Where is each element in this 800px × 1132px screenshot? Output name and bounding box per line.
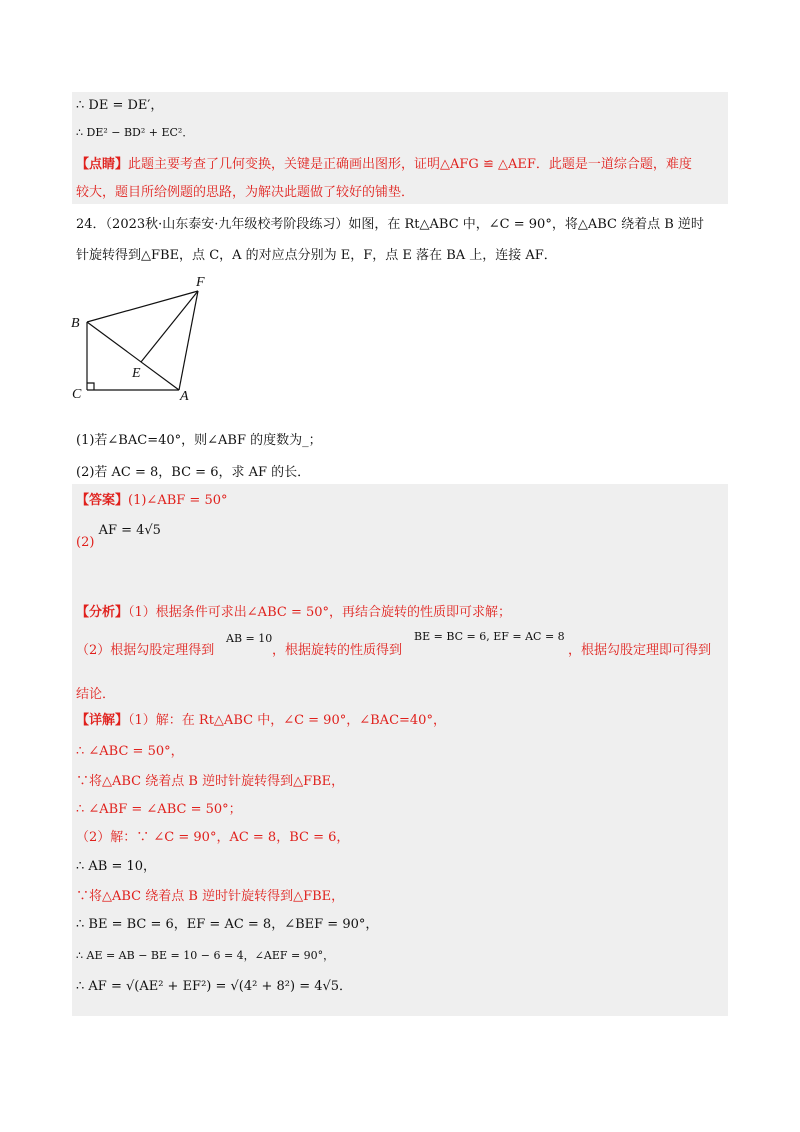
answer-tag: 【答案】 [76, 493, 129, 508]
analysis-2d: BE = BC = 6, EF = AC = 8 [414, 630, 565, 643]
segment-fe [141, 291, 198, 362]
right-angle-mark [87, 383, 94, 390]
question-2: (2)若 AC = 8，BC = 6，求 AF 的长． [76, 465, 311, 480]
problem-line-2: 针旋转得到△FBE，点 C，A 的对应点分别为 E，F，点 E 落在 BA 上，连接 AF． [76, 248, 557, 263]
analysis-2b: AB = 10 [226, 632, 273, 645]
segment-af [179, 291, 198, 390]
label-f: F [196, 275, 205, 290]
detail-5: （2）解：∵ ∠C = 90°，AC = 8，BC = 6， [76, 830, 350, 845]
label-b: B [71, 316, 80, 331]
answer-2: AF = 4√5 [98, 523, 161, 538]
analysis-1: （1）根据条件可求出∠ABC = 50°，再结合旋转的性质即可求解； [128, 605, 512, 620]
prev-line-1: ∴ DE = DE′， [76, 98, 164, 113]
note-text-1: 此题主要考查了几何变换，关键是正确画出图形，证明△AFG ≌ △AEF．此题是一道综合题，难度 [128, 157, 692, 172]
answer-line-1 [76, 492, 227, 510]
problem-line-1: 24．（2023秋·山东泰安·九年级校考阶段练习）如图，在 Rt△ABC 中，∠C = 90°，将△ABC 绕着点 B 逆时 [76, 217, 704, 232]
detail-1: （1）解：在 Rt△ABC 中，∠C = 90°，∠BAC=40°， [128, 713, 446, 728]
detail-4: ∴ ∠ABF = ∠ABC = 50°； [76, 802, 242, 817]
detail-7: ∵将△ABC 绕着点 B 逆时针旋转得到△FBE， [76, 889, 345, 904]
note-tag: 【点睛】 [76, 157, 129, 172]
analysis-3: 结论． [76, 687, 116, 702]
answer-1: (1)∠ABF = 50° [128, 493, 228, 508]
prev-line-2: ∴ DE² − BD² + EC²． [76, 126, 194, 139]
answer-2-number: (2) [76, 535, 95, 550]
analysis-2c: ，根据旋转的性质得到 [272, 643, 403, 658]
analysis-tag: 【分析】 [76, 605, 129, 620]
detail-6: ∴ AB = 10， [76, 859, 157, 874]
detail-10: ∴ AF = √(AE² + EF²) = √(4² + 8²) = 4√5． [76, 979, 353, 994]
note-line-2: 较大，题目所给例题的思路，为解决此题做了较好的铺垫． [76, 185, 415, 200]
analysis-line-1 [76, 604, 511, 622]
analysis-2e: ，根据勾股定理即可得到 [568, 643, 712, 658]
question-1: (1)若∠BAC=40°，则∠ABF 的度数为_； [76, 433, 322, 448]
detail-tag: 【详解】 [76, 713, 129, 728]
label-a: A [180, 389, 189, 404]
segment-bf [87, 291, 198, 322]
answer-line-2 [76, 522, 161, 550]
detail-3: ∵将△ABC 绕着点 B 逆时针旋转得到△FBE， [76, 774, 345, 789]
label-e: E [132, 366, 141, 381]
detail-line-1 [76, 712, 446, 730]
geometry-figure [0, 0, 800, 420]
analysis-2a: （2）根据勾股定理得到 [76, 643, 215, 658]
detail-2: ∴ ∠ABC = 50°， [76, 744, 184, 759]
label-c: C [72, 387, 82, 402]
detail-9: ∴ AE = AB − BE = 10 − 6 = 4，∠AEF = 90°， [76, 949, 335, 962]
detail-8: ∴ BE = BC = 6，EF = AC = 8，∠BEF = 90°， [76, 917, 379, 932]
